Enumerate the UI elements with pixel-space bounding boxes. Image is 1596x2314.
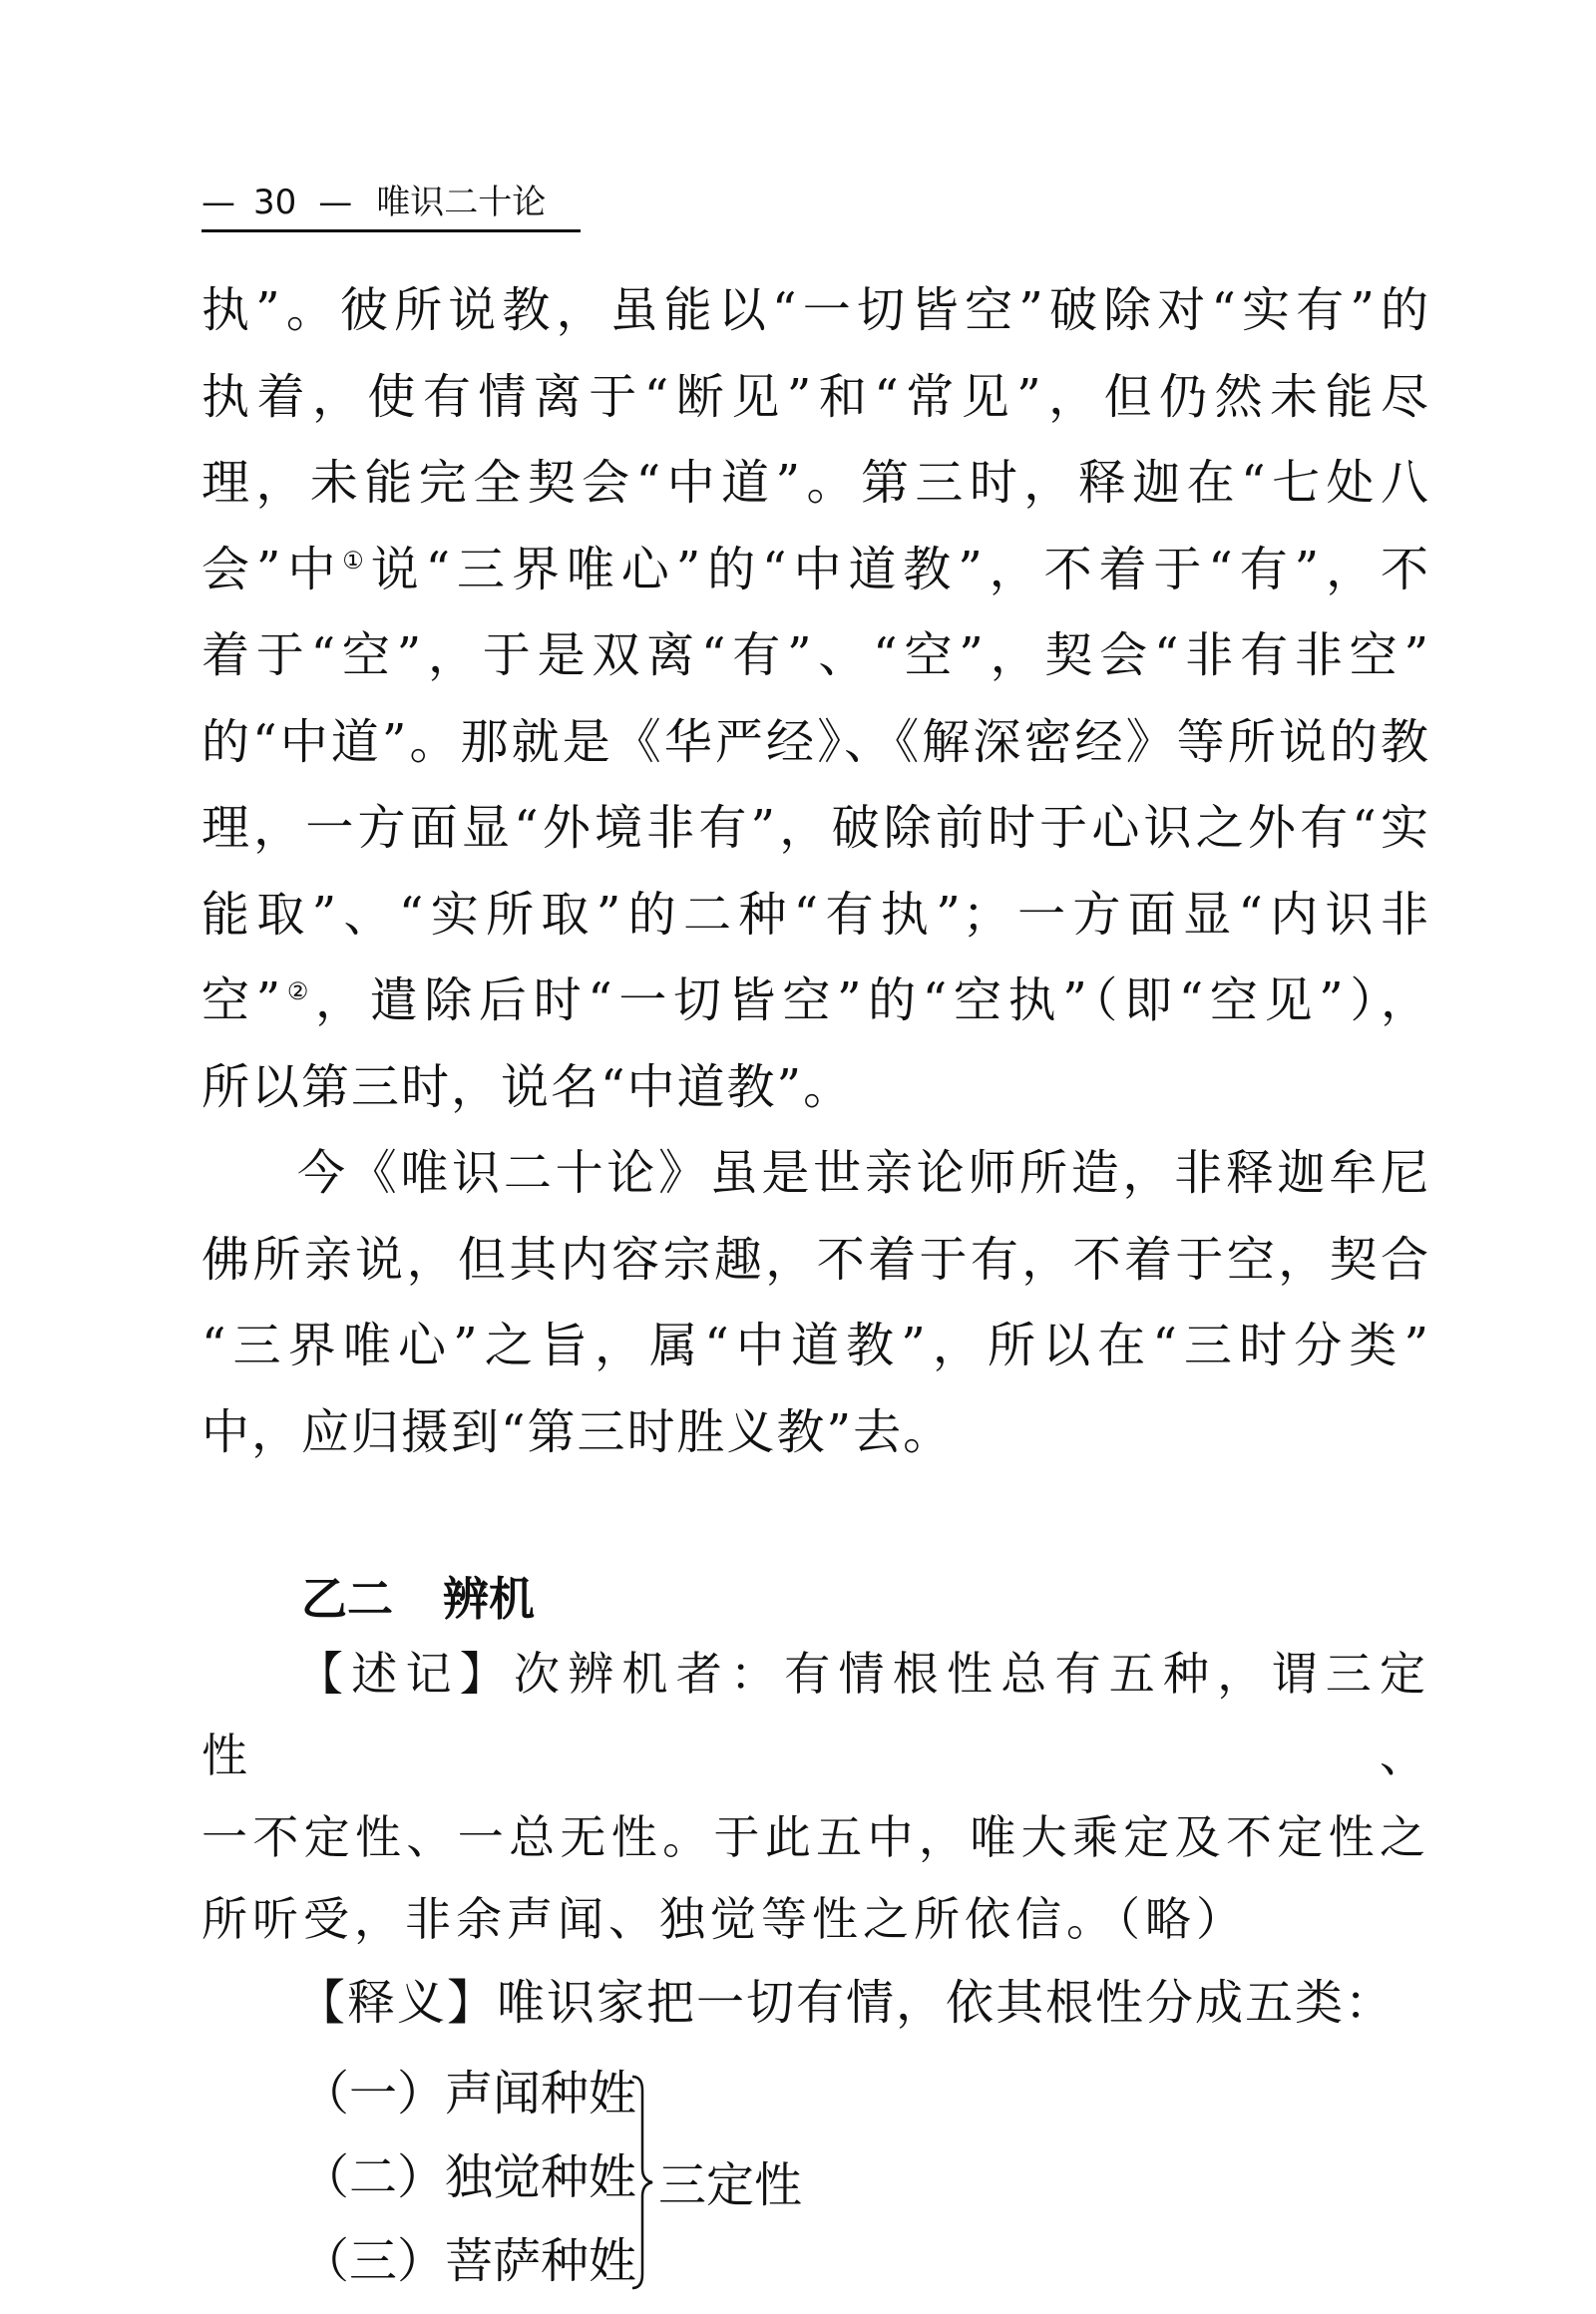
category-list [201,2055,1430,2314]
footnote-mark-1: ① [342,546,371,575]
text-line: 今《唯识二十论》虽是世亲论师所造，非释迦牟尼 [297,1145,1430,1201]
footnote-mark-2: ② [282,977,315,1005]
text-span: 唯识家把一切有情，依其根性分成五类： [497,1975,1396,2031]
shuji-label: 【述记】 [297,1647,514,1701]
text-line: 理，一方面显“外境非有”，破除前时于心识之外有“实 [201,800,1430,856]
list-item: （二）独觉种姓 [301,2148,637,2205]
text-span: 说“三界唯心”的“中道教”，不着于“有”，不 [370,541,1430,597]
text-line: 着于“空”，于是双离“有”、“空”，契会“非有非空” [201,627,1430,683]
shiyi-label: 【释义】 [297,1975,498,2031]
shuji-commentary [201,1633,1430,1960]
text-line: 所听受，非余声闻、独觉等性之所依信。（略） [201,1892,1247,1946]
text-span: 会”中 [201,541,343,597]
text-line: 执着，使有情离于“断见”和“常见”，但仍然未能尽 [201,368,1430,425]
section-title: 辨机 [443,1572,535,1626]
text-line: 理，未能完全契会“中道”。第三时，释迦在“七处八 [201,455,1430,511]
running-header [201,175,581,232]
header-dash: — [201,183,235,222]
text-line [201,1960,1430,2047]
header-dash: — [318,183,353,222]
text-line: “三界唯心”之旨，属“中道教”，所以在“三时分类” [201,1318,1430,1373]
text-line [201,958,1430,1044]
text-line: 中，应归摄到“第三时胜义教”去。 [201,1403,954,1460]
list-item: （一）声闻种姓 [301,2065,637,2121]
section-label: 乙二 [301,1572,393,1626]
text-line: 能取”、“实所取”的二种“有执”；一方面显“内识非 [201,886,1430,943]
text-line [201,1633,1430,1796]
section-heading [301,1563,1430,1633]
text-span: ，遣除后时“一切皆空”的“空执”（即“空见”）， [315,972,1430,1028]
page-body [201,267,1430,2314]
text-line: 执”。彼所说教，虽能以“一切皆空”破除对“实有”的 [201,282,1430,338]
text-line [201,527,1430,613]
text-line: 佛所亲说，但其内容宗趣，不着于有，不着于空，契合 [201,1231,1430,1288]
right-brace-icon [628,2073,658,2292]
text-line: 一不定性、一总无性。于此五中，唯大乘定及不定性之 [201,1810,1430,1864]
page-number: 30 [253,183,297,222]
book-title: 唯识二十论 [376,183,547,222]
text-span: 空” [201,972,283,1028]
list-item: （三）菩萨种姓 [301,2232,637,2289]
category-group-label: 三定性 [658,2156,803,2213]
text-line: 所以第三时，说名“中道教”。 [201,1058,854,1115]
text-span: 次辨机者：有情根性总有五种，谓三定性、 [201,1647,1430,1782]
text-line: 的“中道”。那就是《华严经》、《解深密经》等所说的教 [201,713,1430,770]
